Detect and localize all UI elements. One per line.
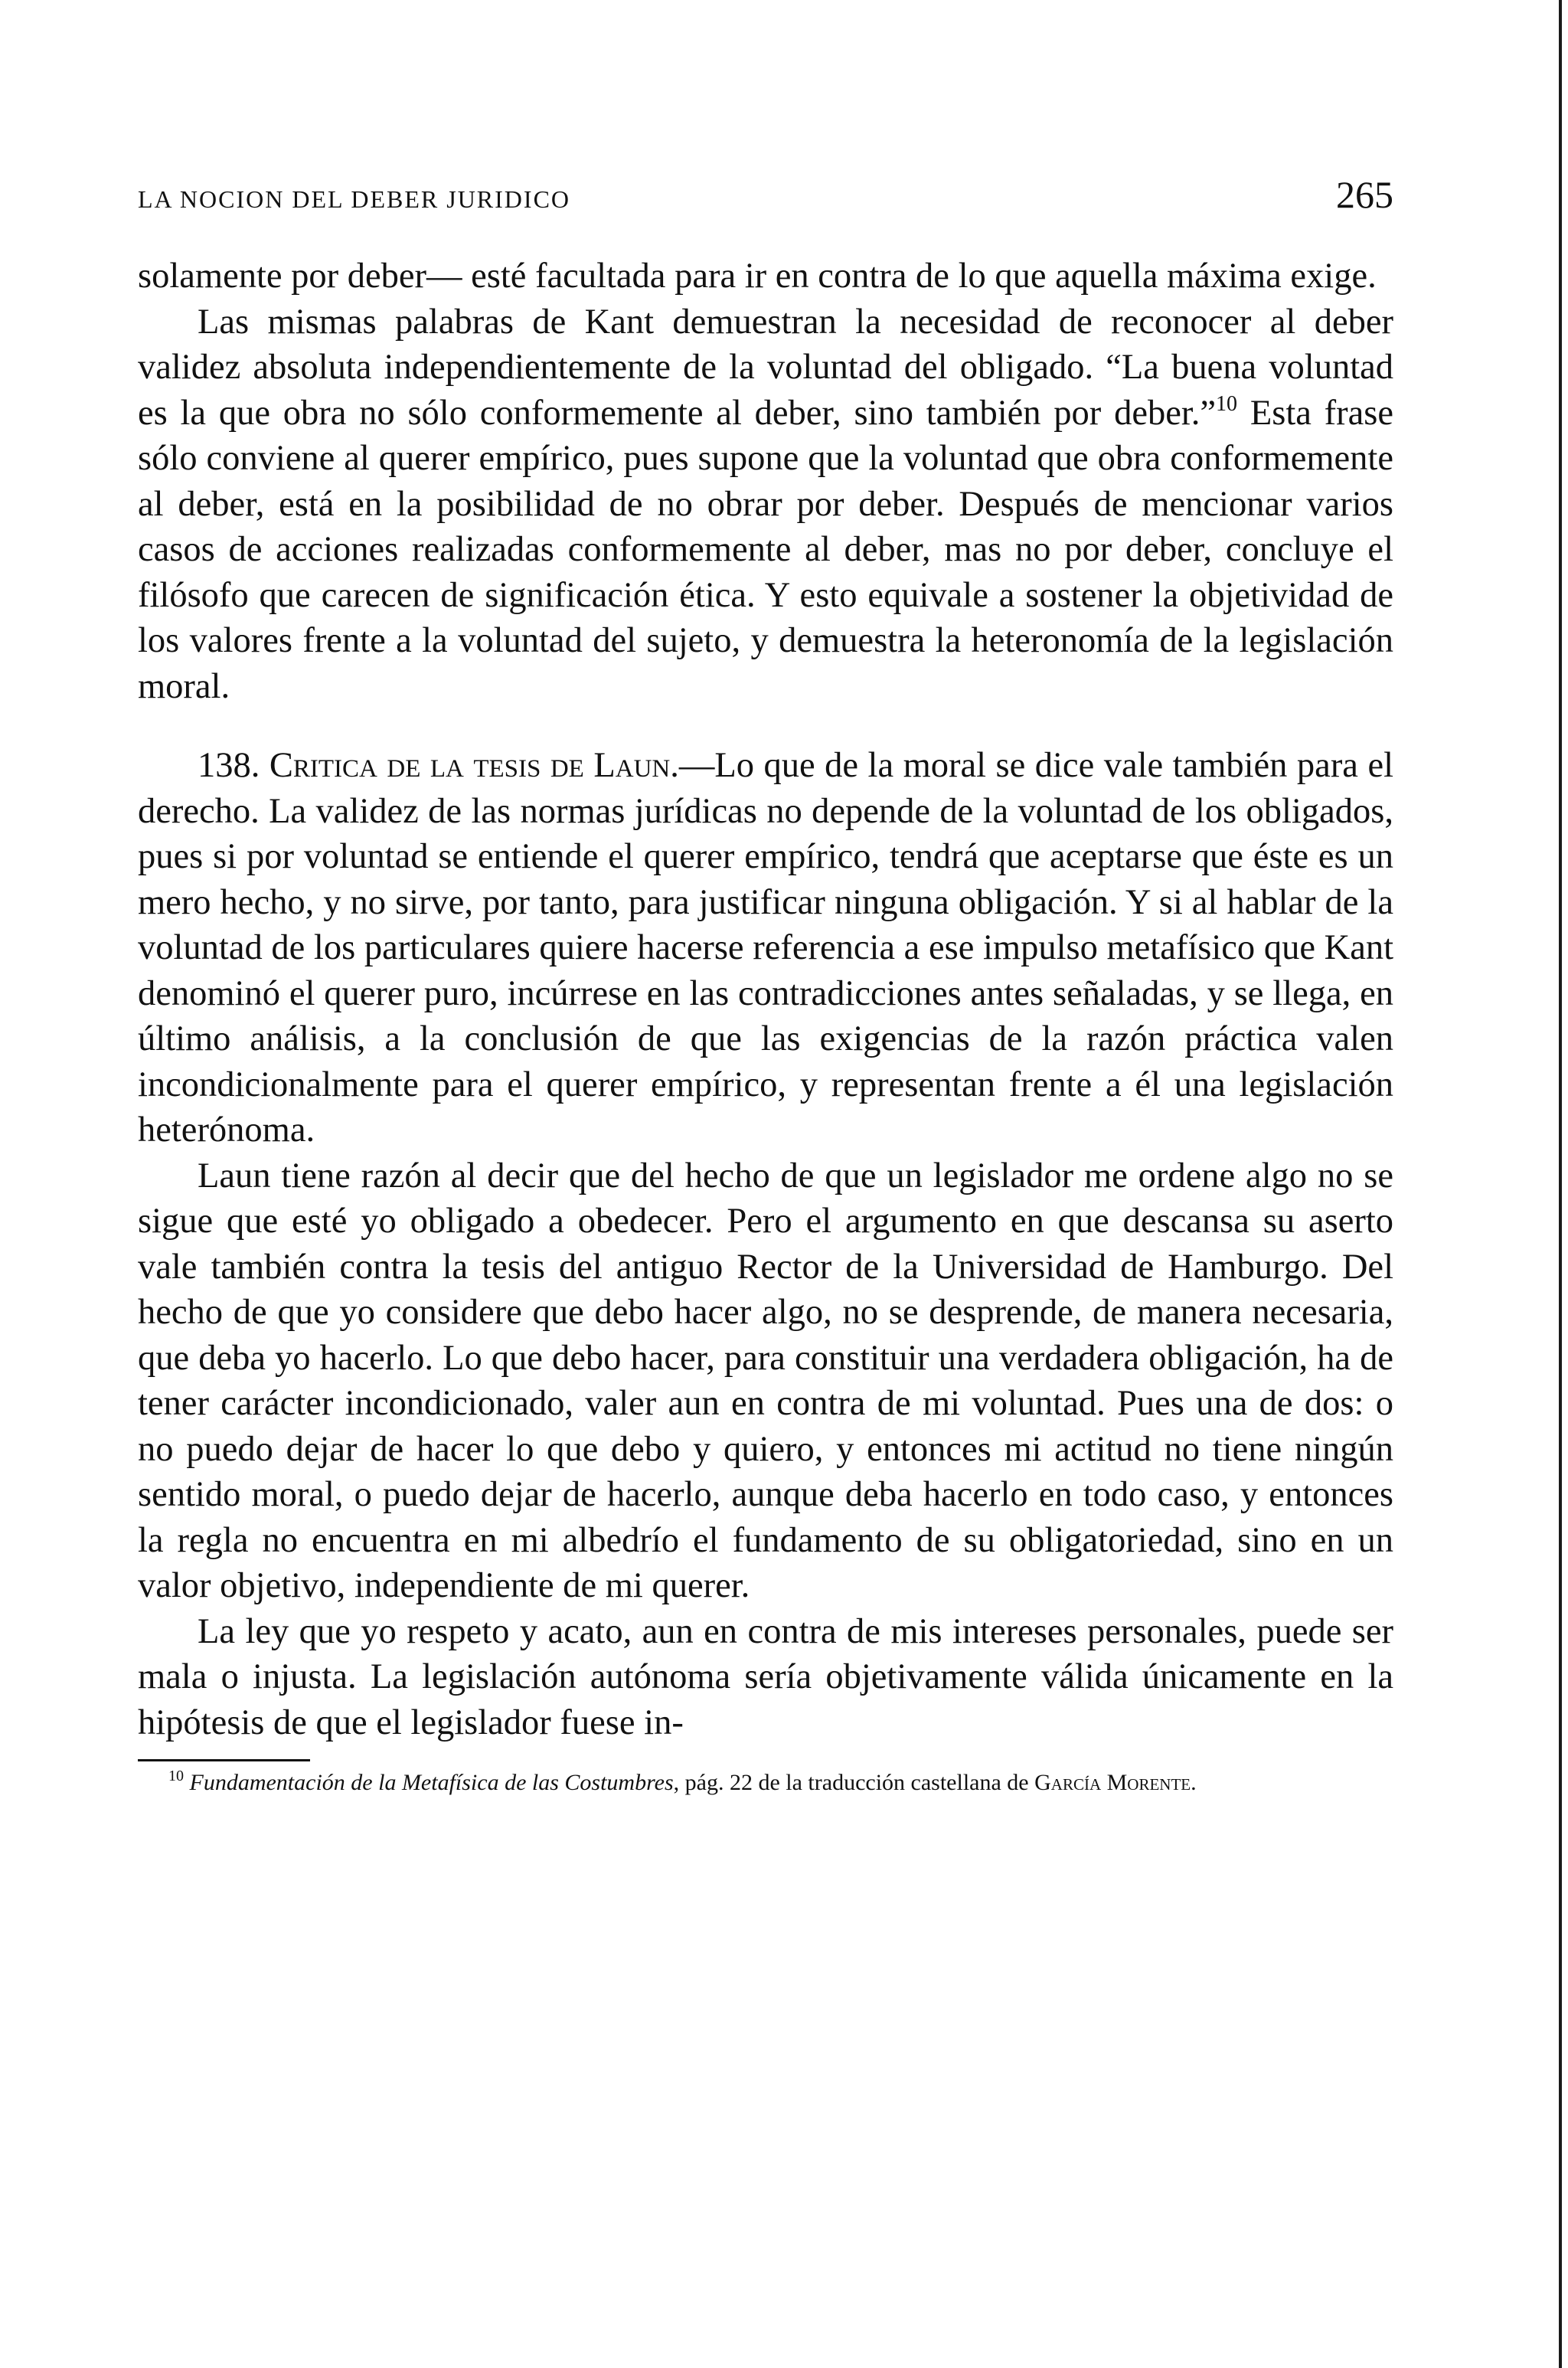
- paragraph-2: [138, 299, 1393, 710]
- running-head: [138, 172, 1393, 226]
- footnote-text: , pág. 22 de la traducción castellana de: [673, 1770, 1035, 1795]
- body-text: [138, 253, 1393, 1745]
- section-title: Critica de la tesis de Laun.: [269, 746, 679, 785]
- page-number: 265: [1336, 173, 1393, 216]
- footnote-number: 10: [168, 1768, 184, 1784]
- paragraph-1: solamente por deber— esté facultada para ir en contra de lo que aquella máxima exige.: [138, 257, 1377, 296]
- footnote-reference: 10: [1216, 391, 1238, 416]
- footnote-rule: [138, 1759, 310, 1761]
- section-138: [138, 743, 1393, 1153]
- paragraph-4: Laun tiene razón al decir que del hecho de que un legislador me ordene algo no se sigue que esté yo obligado a obedecer. Pero el argumento en que descansa su aserto vale también contra la tesis del antiguo Rector de la Universidad de Hamburgo. Del hecho de que yo considere que debo hacer algo, no se desprende, de manera necesaria, que deba yo hacerlo. Lo que debo hacer, para constituir una verdadera obligación, ha de tener carácter incondicionado, valer aun en contra de mi voluntad. Pues una de dos: o no puedo dejar de hacer lo que debo y quiero, y entonces mi actitud no tiene ningún sentido moral, o puedo dejar de hacerlo, aunque deba hacerlo en todo caso, y entonces la regla no encuentra en mi albedrío el fundamento de su obligatoriedad, sino en un valor objetivo, independiente de mi querer.: [138, 1156, 1393, 1605]
- paragraph-2-part-b: Esta frase sólo conviene al querer empírico, pues supone que la voluntad que obra conformemente al deber, está en la posibilidad de no obrar por deber. Después de mencionar varios casos de acciones realizadas conformemente al deber, mas no por deber, concluye el filósofo que carecen de significación ética. Y esto equivale a sostener la objetividad de los valores frente a la voluntad del sujeto, y demuestra la heteronomía de la legislación moral.: [138, 393, 1394, 706]
- footnote: [138, 1768, 1393, 1798]
- running-title: LA NOCION DEL DEBER JURIDICO: [138, 185, 571, 213]
- section-number: 138.: [198, 746, 260, 785]
- page-edge-rule: [1559, 0, 1562, 2368]
- section-138-text: —Lo que de la moral se dice vale también para el derecho. La validez de las normas jurídicas no depende de la voluntad de los obligados, pues si por voluntad se entiende el querer empírico, tendrá que aceptarse que éste es un mero hecho, y no sirve, por tanto, para justificar ninguna obligación. Y si al hablar de la voluntad de los particulares quiere hacerse referencia a ese impulso metafísico que Kant denominó el querer puro, incúrrese en las contradicciones antes señaladas, y se llega, en último análisis, a la conclusión de que las exigencias de la razón práctica valen incondicionalmente para el querer empírico, y representan frente a él una legislación heterónoma.: [138, 746, 1393, 1150]
- footnote-work-title: Fundamentación de la Metafísica de las Costumbres: [189, 1770, 674, 1795]
- footnote-end: .: [1191, 1770, 1197, 1795]
- footnote-author: García Morente: [1034, 1770, 1191, 1795]
- paragraph-5: La ley que yo respeto y acato, aun en contra de mis intereses personales, puede ser mala o injusta. La legislación autónoma sería objetivamente válida únicamente en la hipótesis de que el legislador fuese in-: [138, 1611, 1393, 1742]
- book-page: [138, 172, 1393, 1798]
- paragraph-2-part-a: Las mismas palabras de Kant demuestran la necesidad de reconocer al deber validez absoluta independientemente de la voluntad del obligado. “La buena voluntad es la que obra no sólo conformemente al deber, sino también por deber.”: [138, 302, 1393, 433]
